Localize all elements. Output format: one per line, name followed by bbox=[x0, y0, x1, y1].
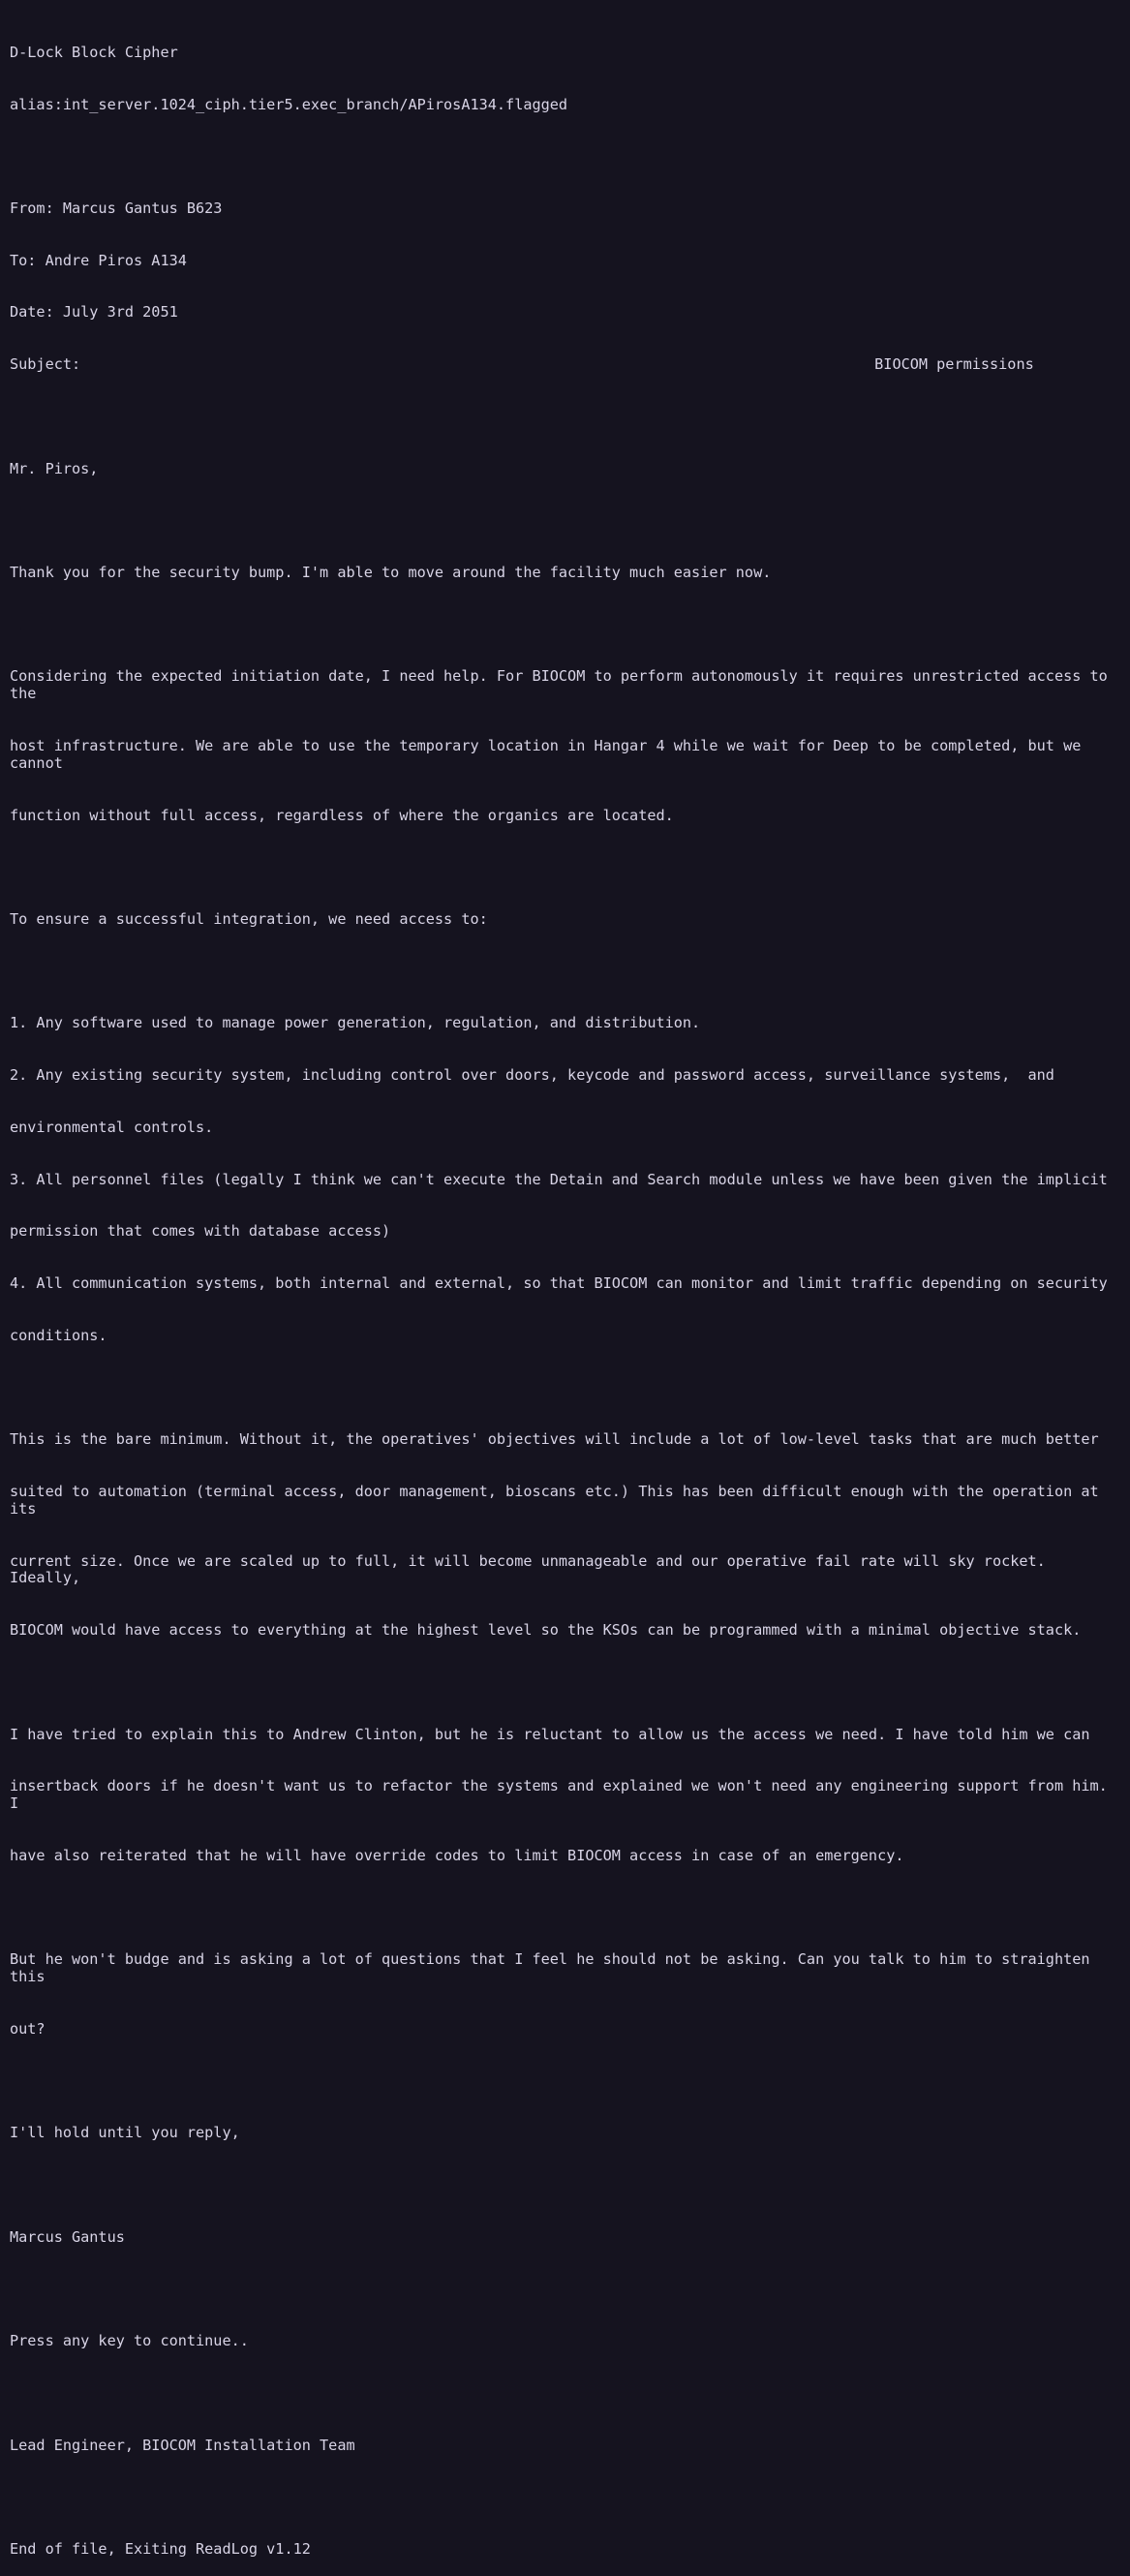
spacer bbox=[10, 512, 1122, 530]
paragraph-1: Thank you for the security bump. I'm able to move around the facility much easier now. bbox=[10, 563, 772, 581]
message-to: To: Andre Piros A134 bbox=[10, 251, 187, 269]
end-of-file-status: End of file, Exiting ReadLog v1.12 bbox=[10, 2540, 311, 2559]
paragraph-6-line-2: out? bbox=[10, 2019, 46, 2038]
paragraph-3: To ensure a successful integration, we need access to: bbox=[10, 910, 488, 929]
spacer bbox=[10, 2282, 1122, 2299]
list-item-3-line-2: permission that comes with database access) bbox=[10, 1222, 391, 1241]
salutation: Mr. Piros, bbox=[10, 459, 99, 477]
paragraph-4-line-2: suited to automation (terminal access, door management, bioscans etc.) This has been difficult enough with the operation at its bbox=[10, 1482, 1108, 1518]
cipher-title: D-Lock Block Cipher bbox=[10, 43, 178, 61]
list-item-2-line-2: environmental controls. bbox=[10, 1118, 214, 1136]
paragraph-5-line-1: I have tried to explain this to Andrew Clinton, but he is reluctant to allow us the access we need. I have told him we can bbox=[10, 1725, 1090, 1743]
message-from: From: Marcus Gantus B623 bbox=[10, 199, 223, 217]
spacer bbox=[10, 2177, 1122, 2194]
spacer bbox=[10, 964, 1122, 981]
message-date: Date: July 3rd 2051 bbox=[10, 303, 178, 322]
paragraph-5-line-3: have also reiterated that he will have override codes to limit BIOCOM access in case of an emergency. bbox=[10, 1846, 904, 1864]
continue-prompt[interactable]: Press any key to continue.. bbox=[10, 2332, 249, 2350]
spacer bbox=[10, 2385, 1122, 2403]
paragraph-2-line-3: function without full access, regardless of where the organics are located. bbox=[10, 806, 674, 824]
closing-line: I'll hold until you reply, bbox=[10, 2124, 240, 2142]
paragraph-2-line-2: host infrastructure. We are able to use the temporary location in Hangar 4 while we wait for Deep to be completed, but we cannot bbox=[10, 737, 1090, 772]
spacer bbox=[10, 1380, 1122, 1397]
list-item-4-line-1: 4. All communication systems, both internal and external, so that BIOCOM can monitor and limit traffic depending on security bbox=[10, 1274, 1108, 1293]
paragraph-2-line-1: Considering the expected initiation date, I need help. For BIOCOM to perform autonomously it requires unrestricted access to the bbox=[10, 667, 1116, 703]
spacer bbox=[10, 409, 1122, 426]
message-subject-value: BIOCOM permissions bbox=[874, 355, 1034, 374]
list-item-2-line-1: 2. Any existing security system, including control over doors, keycode and password access, surveillance systems, and bbox=[10, 1066, 1054, 1085]
paragraph-5-line-2: insertback doors if he doesn't want us to refactor the systems and explained we won't need any engineering support from him. I bbox=[10, 1777, 1116, 1813]
message-subject-row bbox=[10, 356, 1122, 374]
alias-path: alias:int_server.1024_ciph.tier5.exec_branch/APirosA134.flagged bbox=[10, 95, 568, 113]
list-item-3-line-1: 3. All personnel files (legally I think we can't execute the Detain and Search module unless we have been given the implicit bbox=[10, 1170, 1108, 1188]
spacer bbox=[10, 1900, 1122, 1917]
paragraph-4-line-4: BIOCOM would have access to everything at the highest level so the KSOs can be programmed with a minimal objective stack. bbox=[10, 1621, 1082, 1640]
message-subject-label: Subject: bbox=[10, 355, 81, 374]
spacer bbox=[10, 2489, 1122, 2506]
list-item-1: 1. Any software used to manage power generation, regulation, and distribution. bbox=[10, 1014, 701, 1032]
spacer bbox=[10, 2073, 1122, 2091]
signature-role: Lead Engineer, BIOCOM Installation Team bbox=[10, 2436, 355, 2454]
paragraph-4-line-3: current size. Once we are scaled up to full, it will become unmanageable and our operative fail rate will sky rocket. Ideally, bbox=[10, 1551, 1054, 1587]
spacer bbox=[10, 148, 1122, 166]
paragraph-4-line-1: This is the bare minimum. Without it, the operatives' objectives will include a lot of low-level tasks that are much better bbox=[10, 1430, 1099, 1449]
list-item-4-line-2: conditions. bbox=[10, 1326, 107, 1344]
paragraph-6-line-1: But he won't budge and is asking a lot of questions that I feel he should not be asking. Can you talk to him to straighten this bbox=[10, 1950, 1099, 1986]
signature: Marcus Gantus bbox=[10, 2227, 125, 2246]
spacer bbox=[10, 617, 1122, 634]
spacer bbox=[10, 859, 1122, 876]
spacer bbox=[10, 1674, 1122, 1692]
